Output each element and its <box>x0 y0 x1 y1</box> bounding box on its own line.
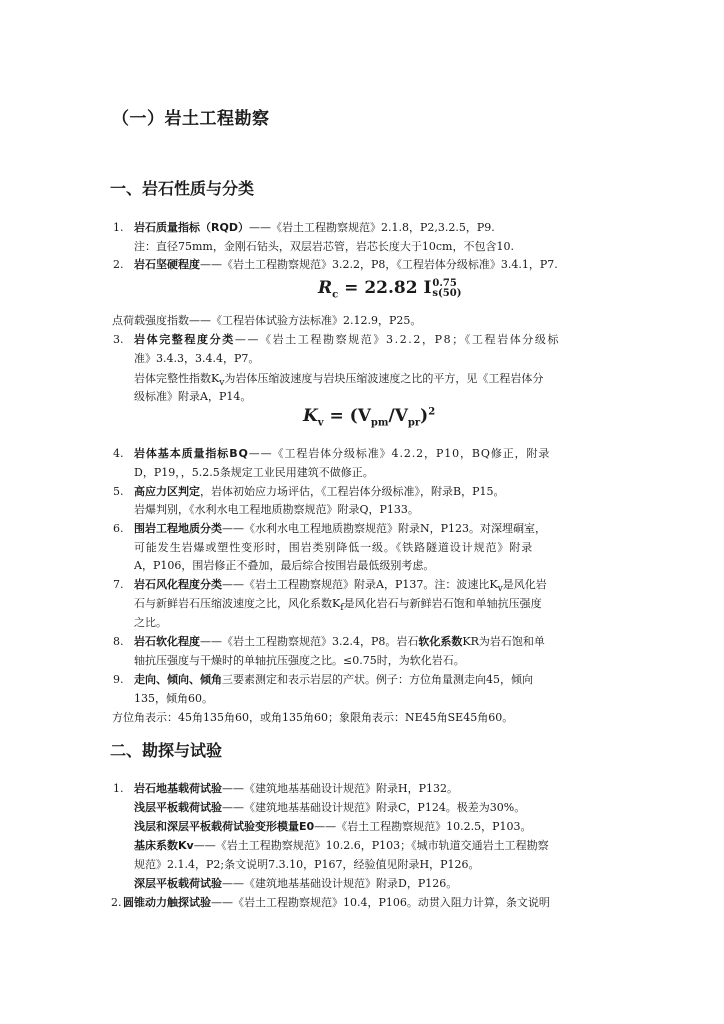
item-bold: 浅层平板载荷试验 <box>134 801 222 814</box>
item-bold: 岩石风化程度分类 <box>134 578 222 591</box>
paragraph: 方位角表示：45角135角60，或角135角60；象限角表示：NE45角SE45角60。 <box>112 711 514 724</box>
item-number: 1. <box>113 782 124 795</box>
list-item <box>134 877 457 891</box>
item-line: A，P106，围岩修正不叠加，最后综合按围岩最低级别考虑。 <box>134 559 435 572</box>
item-text: ——《工程岩体分级标准》4.2.2，P10，BQ修正，附录 <box>248 447 551 460</box>
item-bold: 岩体基本质量指标BQ <box>134 447 249 460</box>
list-item <box>134 447 550 461</box>
list-item <box>134 333 560 347</box>
item-bold: 岩石软化程度 <box>134 635 200 648</box>
formula-rc: $R_c = 22.82$ I0.75 s(50) <box>318 277 462 301</box>
item-number: 2. <box>113 258 124 271</box>
item-bold: 走向、倾向、倾角 <box>134 673 222 686</box>
section-heading-1: 一、岩石性质与分类 <box>110 179 255 198</box>
item-line: 可能发生岩爆或塑性变形时，围岩类别降低一级。《铁路隧道设计规范》附录 <box>134 541 534 554</box>
item-number: 9. <box>113 673 124 686</box>
item-line: 岩体完整性指数$K_v$为岩体压缩波速度与岩块压缩波速度之比的平方，见《工程岩体分 <box>134 372 544 389</box>
item-number: 6. <box>113 522 124 535</box>
item-number: 2. <box>111 896 122 909</box>
list-item <box>134 820 532 834</box>
item-number: 8. <box>113 635 124 648</box>
item-line: 级标准》附录A，P14。 <box>134 390 252 403</box>
item-bold: 岩石坚硬程度 <box>134 258 200 271</box>
list-item <box>134 673 533 687</box>
item-text: ——《岩土工程勘察规范》3.2.2，P8，《工程岩体分级标准》3.4.1，P7. <box>200 258 558 271</box>
list-item <box>134 221 495 235</box>
item-line: D，P19，，5.2.5条规定工业民用建筑不做修正。 <box>134 466 374 479</box>
list-item <box>134 801 525 815</box>
item-text: ——《建筑地基基础设计规范》附录D，P126。 <box>222 877 458 890</box>
item-text: ——《岩土工程勘察规范》10.2.5，P103。 <box>314 820 532 833</box>
item-text: ——《岩土工程勘察规范》10.4，P106。动贯入阻力计算，条文说明 <box>211 896 550 909</box>
item-text: ——《岩土工程勘察规范》3.2.4，P8。岩石 <box>200 635 419 648</box>
item-number: 1. <box>113 221 124 234</box>
item-bold: 深层平板载荷试验 <box>134 877 222 890</box>
list-item: 岩石风化程度分类——《岩土工程勘察规范》附录A，P137。注：波速比$K_v$是风化岩 <box>134 578 547 595</box>
item-text: ——《岩土工程勘察规范》附录A，P137。注：波速比K <box>222 578 498 591</box>
item-bold: 岩体完整程度分类 <box>134 333 235 346</box>
item-bold: 浅层和深层平板载荷试验变形模量E0 <box>134 820 315 833</box>
item-text: ——《建筑地基基础设计规范》附录C，P124。极差为30%。 <box>222 801 526 814</box>
item-note: 注：直径75mm，金刚石钻头，双层岩芯管，岩芯长度大于10cm，不包含10. <box>134 240 514 253</box>
item-line: 石与新鲜岩石压缩波速度之比，风化系数$K_f$是风化岩石与新鲜岩石饱和单轴抗压强度 <box>134 597 542 614</box>
item-line: 准》3.4.3，3.4.4，P7。 <box>134 352 260 365</box>
list-item <box>123 896 550 910</box>
item-bold: 围岩工程地质分类 <box>134 522 222 535</box>
item-text: ——《建筑地基基础设计规范》附录H，P132。 <box>222 782 458 795</box>
item-bold: 圆锥动力触探试验 <box>123 896 211 909</box>
formula-kv: $K_v = (V_{pm}/V_{pr})^2$ <box>303 406 436 429</box>
section-heading-2: 二、勘探与试验 <box>110 741 223 760</box>
item-number: 4. <box>113 447 124 460</box>
item-line: 轴抗压强度与干燥时的单轴抗压强度之比。≤0.75时，为软化岩石。 <box>134 654 465 667</box>
item-line: 岩爆判别，《水利水电工程地质勘察规范》附录Q，P133。 <box>134 503 419 516</box>
item-text: 三要素测定和表示岩层的产状。例子：方位角量测走向45，倾向 <box>222 673 533 686</box>
item-bold: 岩石地基载荷试验 <box>134 782 222 795</box>
item-text: ，岩体初始应力场评估，《工程岩体分级标准》，附录B，P15。 <box>200 485 505 498</box>
item-text: ——《岩土工程勘察规范》10.2.6，P103；《城市轨道交通岩土工程勘察 <box>193 839 549 852</box>
list-item <box>134 522 546 536</box>
item-text: ——《水利水电工程地质勘察规范》附录N，P123。对深埋硐室， <box>222 522 547 535</box>
page-title: （一）岩土工程勘察 <box>112 109 270 129</box>
list-item <box>134 839 549 853</box>
list-item <box>134 258 558 272</box>
item-text: ——《岩土工程勘察规范》2.1.8，P2,3.2.5，P9. <box>248 221 495 234</box>
paragraph: 点荷载强度指数——《工程岩体试验方法标准》2.12.9，P25。 <box>112 314 422 327</box>
item-line: 之比。 <box>134 616 167 629</box>
list-item <box>134 782 458 796</box>
item-number: 5. <box>113 485 124 498</box>
list-item: 岩石软化程度——《岩土工程勘察规范》3.2.4，P8。岩石软化系数KR为岩石饱和单 <box>134 635 545 648</box>
item-bold: 基床系数Kv <box>134 839 194 852</box>
list-item <box>134 485 504 499</box>
item-number: 3. <box>113 333 124 346</box>
item-bold: 高应力区判定 <box>134 485 200 498</box>
item-bold: 岩石质量指标（RQD） <box>134 221 249 234</box>
item-line: 规范》2.1.4，P2;条文说明7.3.10，P167，经验值见附录H，P126。 <box>134 858 480 871</box>
item-line: 135，倾角60。 <box>134 692 213 705</box>
item-text: ——《岩土工程勘察规范》3.2.2，P8；《工程岩体分级标 <box>234 333 561 346</box>
item-number: 7. <box>113 578 124 591</box>
item-bold-2: 软化系数 <box>418 635 463 648</box>
